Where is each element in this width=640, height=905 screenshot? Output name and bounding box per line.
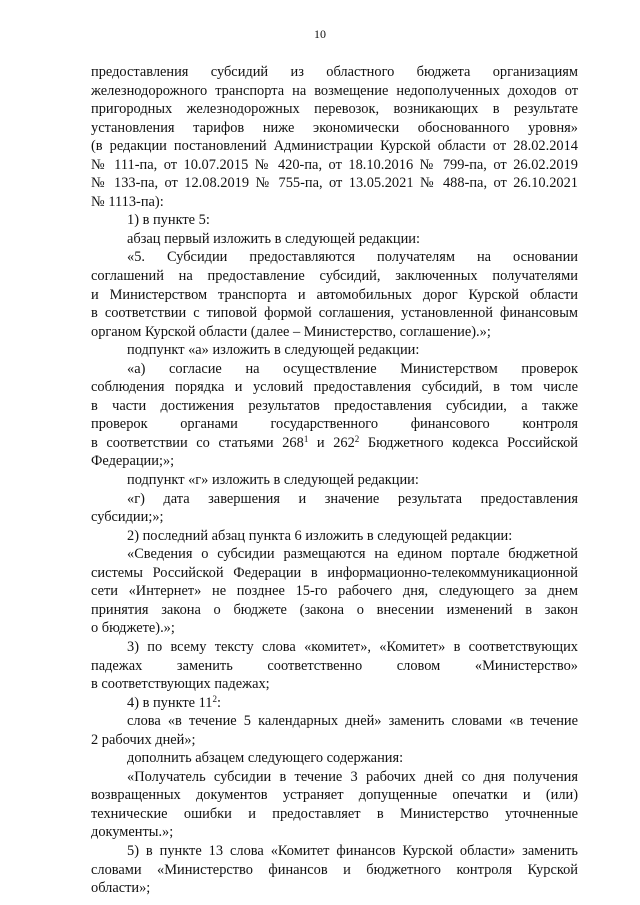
text-line bbox=[91, 174, 578, 193]
text-segment: подпункт «г» изложить в следующей редакции: bbox=[127, 472, 419, 489]
text-segment: «Сведения о субсидии размещаются на едином портале бюджетной bbox=[127, 546, 578, 563]
text-line bbox=[91, 304, 578, 323]
text-line bbox=[91, 397, 578, 416]
text-segment: и Министерством транспорта и автомобильных дорог Курской области bbox=[91, 286, 578, 303]
text-segment: области»; bbox=[91, 880, 151, 897]
text-segment: «г) дата завершения и значение результата предоставления bbox=[127, 490, 578, 507]
text-segment: в соответствующих падежах; bbox=[91, 676, 270, 693]
text-line bbox=[91, 731, 578, 750]
text-line bbox=[91, 211, 578, 230]
text-segment: № 133-па, от 12.08.2019 № 755-па, от 13.05.2021 № 488-па, от 26.10.2021 bbox=[91, 175, 578, 192]
text-segment: в соответствии со статьями 268 bbox=[91, 434, 304, 451]
text-line bbox=[91, 842, 578, 861]
superscript: 1 bbox=[303, 433, 309, 444]
text-segment: документы.»; bbox=[91, 824, 174, 841]
text-line bbox=[91, 564, 578, 583]
text-line bbox=[91, 879, 578, 898]
text-line bbox=[91, 415, 578, 434]
text-line bbox=[91, 323, 578, 342]
text-segment: установления тарифов ниже экономически обоснованного уровня» bbox=[91, 119, 578, 136]
text-line bbox=[91, 471, 578, 490]
superscript: 2 bbox=[354, 433, 360, 444]
text-line bbox=[91, 230, 578, 249]
text-line bbox=[91, 378, 578, 397]
page-number: 10 bbox=[314, 27, 326, 41]
text-segment: дополнить абзацем следующего содержания: bbox=[127, 750, 404, 767]
superscript: 2 bbox=[212, 693, 218, 704]
text-line bbox=[91, 508, 578, 527]
text-segment: железнодорожного транспорта на возмещение недополученных доходов от bbox=[91, 82, 578, 99]
text-line bbox=[91, 63, 578, 82]
text-line bbox=[91, 861, 578, 880]
text-line bbox=[91, 527, 578, 546]
text-segment: предоставления субсидий из областного бюджета организациям bbox=[91, 64, 578, 80]
text-segment: (в редакции постановлений Администрации Курской области от 28.02.2014 bbox=[91, 138, 578, 155]
text-segment: «а) согласие на осуществление Министерством проверок bbox=[127, 360, 578, 377]
text-line bbox=[91, 248, 578, 267]
document-body bbox=[91, 63, 578, 898]
text-segment: пригородных железнодорожных перевозок, возникающих в результате bbox=[91, 101, 578, 118]
text-segment: «5. Субсидии предоставляются получателям на основании bbox=[127, 249, 578, 266]
text-line bbox=[91, 286, 578, 305]
text-line bbox=[91, 805, 578, 824]
text-line bbox=[91, 619, 578, 638]
text-segment: № 111-па, от 10.07.2015 № 420-па, от 18.10.2016 № 799-па, от 26.02.2019 bbox=[91, 156, 578, 173]
text-line bbox=[91, 712, 578, 731]
text-segment: принятия закона о бюджете (закона о внесении изменений в закон bbox=[91, 601, 578, 618]
text-segment: и 262 bbox=[308, 434, 355, 451]
text-line bbox=[91, 601, 578, 620]
text-line bbox=[91, 360, 578, 379]
text-segment: системы Российской Федерации в информационно-телекоммуникационной bbox=[91, 564, 578, 581]
text-segment: падежах заменить соответственно словом «Министерство» bbox=[91, 657, 578, 674]
text-line bbox=[91, 545, 578, 564]
text-segment: субсидии;»; bbox=[91, 509, 164, 526]
text-segment: «Получатель субсидии в течение 3 рабочих дней со дня получения bbox=[127, 768, 578, 785]
text-segment: в части достижения результатов предоставления субсидии, а также bbox=[91, 397, 578, 414]
text-segment: соглашений на предоставление субсидий, заключенных получателями bbox=[91, 268, 578, 285]
text-line bbox=[91, 434, 578, 453]
text-segment: о бюджете).»; bbox=[91, 620, 175, 637]
text-segment: словами «Министерство финансов и бюджетного контроля Курской bbox=[91, 861, 578, 878]
text-line bbox=[91, 100, 578, 119]
text-segment: подпункт «а» изложить в следующей редакции: bbox=[127, 342, 420, 359]
text-line bbox=[91, 82, 578, 101]
text-line bbox=[91, 768, 578, 787]
text-segment: 4) в пункте 11 bbox=[127, 694, 213, 711]
text-segment: сети «Интернет» не позднее 15-го рабочего дня, следующего за днем bbox=[91, 583, 578, 600]
text-segment: возвращенных документов устраняет допущенные опечатки и (или) bbox=[91, 787, 578, 804]
text-segment: в соответствии с типовой формой соглашения, установленной финансовым bbox=[91, 305, 578, 322]
text-segment: проверок органами государственного финансового контроля bbox=[91, 416, 578, 433]
text-segment: слова «в течение 5 календарных дней» заменить словами «в течение bbox=[127, 713, 578, 730]
text-line bbox=[91, 786, 578, 805]
text-line bbox=[91, 137, 578, 156]
text-line bbox=[91, 823, 578, 842]
text-segment: 5) в пункте 13 слова «Комитет финансов Курской области» заменить bbox=[127, 842, 578, 859]
text-segment: Бюджетного кодекса Российской bbox=[359, 434, 579, 451]
text-segment: 2 рабочих дней»; bbox=[91, 731, 196, 748]
text-line bbox=[91, 267, 578, 286]
text-line bbox=[91, 156, 578, 175]
text-segment: : bbox=[217, 694, 222, 711]
text-segment: 3) по всему тексту слова «комитет», «Комитет» в соответствующих bbox=[127, 638, 578, 655]
text-line bbox=[91, 694, 578, 713]
text-segment: 1) в пункте 5: bbox=[127, 212, 210, 229]
text-line bbox=[91, 749, 578, 768]
text-line bbox=[91, 119, 578, 138]
text-segment: технические ошибки и предоставляет в Министерство уточненные bbox=[91, 805, 578, 822]
text-line bbox=[91, 675, 578, 694]
text-line bbox=[91, 582, 578, 601]
text-line bbox=[91, 452, 578, 471]
text-segment: Федерации;»; bbox=[91, 453, 175, 470]
text-segment: № 1113-па): bbox=[91, 193, 164, 210]
text-segment: 2) последний абзац пункта 6 изложить в следующей редакции: bbox=[127, 527, 513, 544]
text-segment: органом Курской области (далее – Министерство, соглашение).»; bbox=[91, 323, 491, 340]
text-line bbox=[91, 490, 578, 509]
text-line bbox=[91, 657, 578, 676]
text-segment: соблюдения порядка и условий предоставления субсидий, в том числе bbox=[91, 379, 578, 396]
text-line bbox=[91, 638, 578, 657]
text-line bbox=[91, 193, 578, 212]
text-segment: абзац первый изложить в следующей редакции: bbox=[127, 230, 421, 247]
text-line bbox=[91, 341, 578, 360]
